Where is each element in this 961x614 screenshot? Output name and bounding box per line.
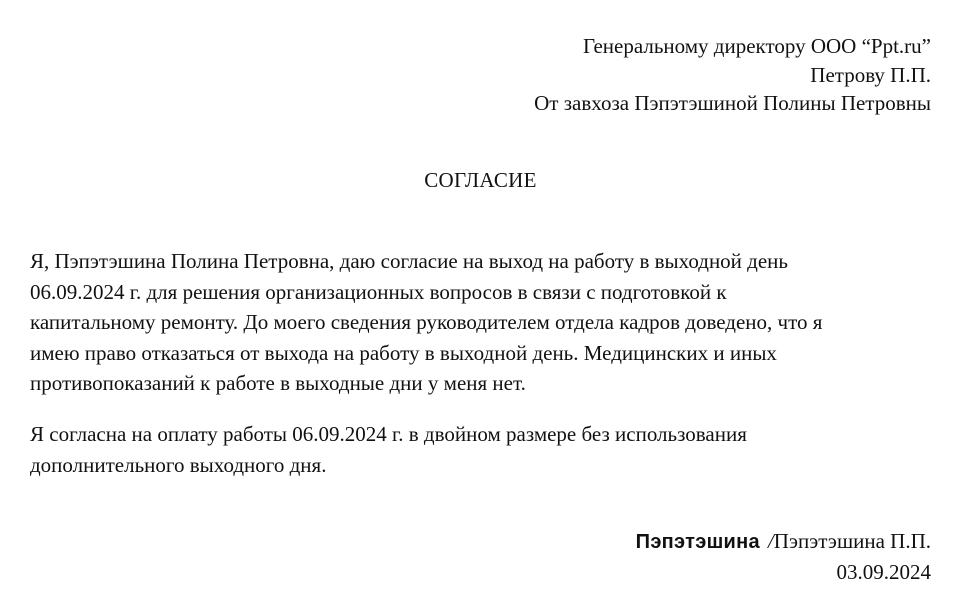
addressee-line-from: От завхоза Пэпэтэшиной Полины Петровны	[534, 91, 931, 115]
document-title: СОГЛАСИЕ	[424, 168, 537, 192]
signature-slash: /	[767, 529, 774, 553]
paragraph-line: 06.09.2024 г. для решения организационных вопросов в связи с подготовкой к	[30, 279, 727, 304]
signature-line	[636, 526, 931, 557]
signer-name: Пэпэтэшина П.П.	[773, 529, 931, 553]
addressee-block	[534, 32, 931, 118]
addressee-line-name: Петрову П.П.	[810, 62, 931, 87]
addressee-line-director: Генеральному директору ООО “Ppt.ru”	[582, 34, 931, 58]
payment-paragraph	[30, 419, 935, 480]
signature-date: 03.09.2024	[836, 560, 931, 584]
paragraph-line: Я, Пэпэтэшина Полина Петровна, даю согласие на выход на работу в выходной день	[30, 249, 788, 273]
paragraph-line: имею право отказаться от выхода на работу в выходной день. Медицинских и иных	[30, 340, 777, 365]
paragraph-line: капитальному ремонту. До моего сведения руководителем отдела кадров доведено, что я	[30, 310, 823, 334]
paragraph-line: дополнительного выходного дня.	[30, 452, 327, 477]
signature-block	[636, 526, 931, 587]
paragraph-line: противопоказаний к работе в выходные дни у меня нет.	[30, 371, 526, 395]
handwritten-signature: Пэпэтэшина	[635, 531, 760, 553]
paragraph-line: Я согласна на оплату работы 06.09.2024 г. в двойном размере без использования	[30, 422, 747, 446]
consent-paragraph	[30, 246, 935, 399]
